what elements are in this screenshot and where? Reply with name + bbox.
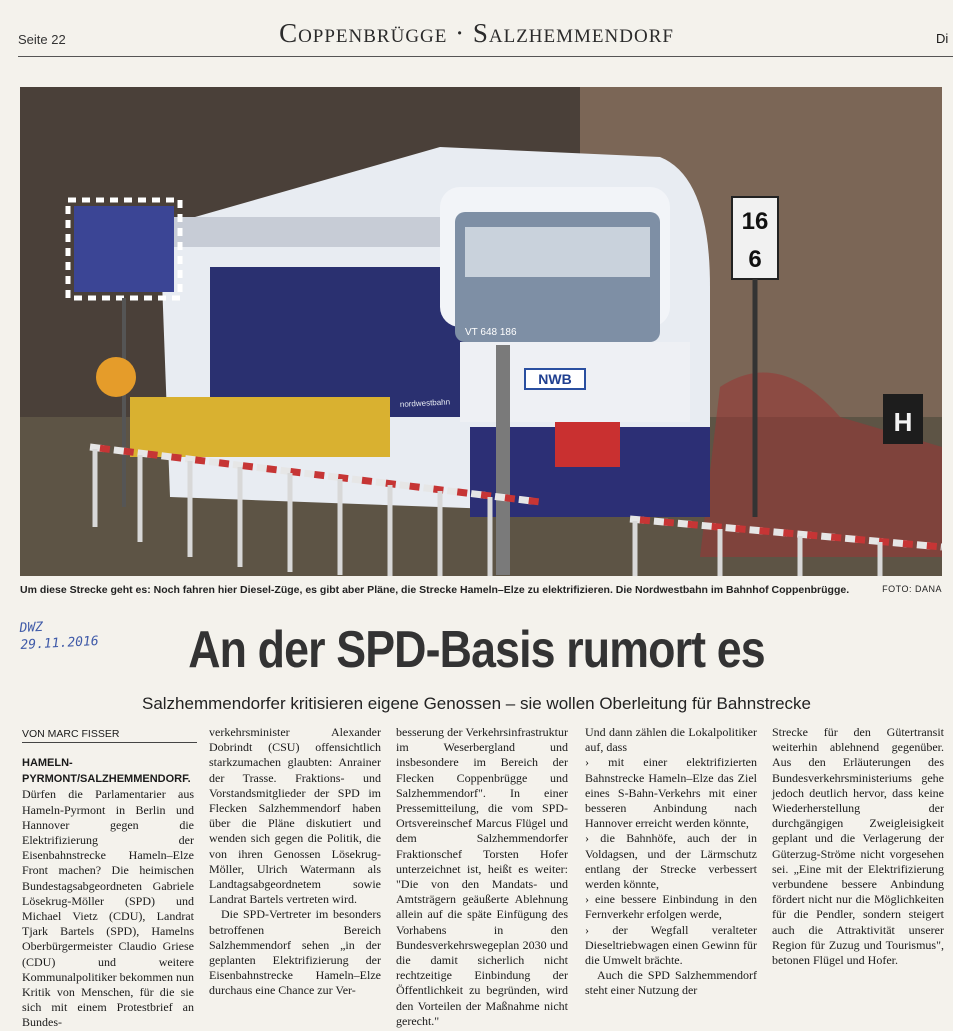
col4-bullet-4: der Wegfall veralteter Dieseltriebwagen einen Gewinn für die Umwelt brächte. <box>585 922 758 968</box>
article-column-1 <box>22 755 194 1031</box>
article-column-5 <box>772 725 944 968</box>
col1-text: Dürfen die Parlamentarier aus Hameln-Pyrmont in Berlin und Hannover gegen die Elektrifizierung der Eisenbahnstrecke Hameln–Elze Front machen? Die heimischen Bundestagsabgeordneten Gabriele Lösekrug-Möller (SPD) und Michael Vietz (CDU), Landrat Tjark Bartels (SPD), Hamelns Oberbürgermeister Claudio Griese (CDU) und weitere Kommunalpolitiker bekommen nun Kritik von Menschen, für die sie sich mit einem Protestbrief an Bundes- <box>22 787 194 1030</box>
photo-credit: FOTO: DANA <box>882 584 942 594</box>
train-photo <box>20 87 942 576</box>
col4-intro: Und dann zählen die Lokalpolitiker auf, dass <box>585 725 757 755</box>
article-column-4: Und dann zählen die Lokalpolitiker auf, dass › mit einer elektrifizierten Bahnstrecke Hameln–Elze das Ziel eines S-Bahn-Verkehrs mit einer besseren Anbindung nach Hannover erreicht werden könnte, › die Bahnhöfe, auch der in Voldagsen, und der Lärmschutz entlang der Strecke verbessert werden könnte, › eine bessere Einbindung in den Fernverkehr erfolgen werde, › der Wegfall veralteter Dieseltriebwagen einen Gewinn für die Umwelt brächte. Auch die SPD Salzhemmendorf steht einer Nutzung der <box>585 725 758 998</box>
cut-off-text: Di <box>936 31 949 46</box>
operator-plate: NWB <box>538 371 572 387</box>
train-number: VT 648 186 <box>465 327 517 338</box>
col4-bullet-3: eine bessere Einbindung in den Fernverkehr erfolgen werde, <box>585 892 757 922</box>
halt-sign: H <box>893 407 913 437</box>
col3-text: besserung der Verkehrsinfrastruktur im Weserbergland und insbesondere im Bereich der Flecken Coppenbrügge und Salzhemmendorf". In einer Pressemitteilung, die vom SPD-Ortsvereinschef Marcus Flügel und dem Salzhemmendorfer Fraktionschef Torsten Hofer unterzeichnet ist, heißt es weiter: "Die von den Mandats- und Amtsträgern geäußerte Ablehnung allein auf die späte Einfügung des Vorhabens in den Bundesverkehrswegeplan 2030 und die damit sicherlich nicht rechtzeitige Einbindung der Öffentlichkeit zu begründen, wird den Vorteilen der Maßnahme nicht gerecht." <box>396 725 568 1028</box>
headline: An der SPD-Basis rumort es <box>188 621 765 679</box>
col5-text: Strecke für den Gütertransit weiterhin ablehnend gegenüber. Aus den Erläuterungen des Bundesverkehrsministeriums gehe jedoch deutlich hervor, dass keine Wiederherstellung der durchgängigen Zweigleisigkeit geplant und die Verlagerung der Güterzug-Ströme nicht vorgesehen sei. „Eine mit der Elektrifizierung verbundene bessere Anbindung fördert nicht nur die Möglichkeiten für die Pendler, sondern steigert auch die Attraktivität unserer Region für Zuzug und Tourismus", betonen Flügel und Hofer. <box>772 725 944 968</box>
section-title: Coppenbrügge · Salzhemmendorf <box>279 18 674 48</box>
km-sign-top: 16 <box>741 208 769 235</box>
annotation-source: DWZ <box>19 619 44 637</box>
col4-bullet-1: mit einer elektrifizierten Bahnstrecke Hameln–Elze das Ziel eines S-Bahn-Verkehrs mit einer besseren Anbindung nach Hannover erreicht werden könnte, <box>585 755 758 831</box>
header-rule <box>18 56 953 57</box>
article-column-3 <box>396 725 568 1029</box>
annotation-date: 29.11.2016 <box>20 633 100 654</box>
col4-bullet-2: die Bahnhöfe, auch der in Voldagsen, und der Lärmschutz entlang der Strecke verbessert werden könnte, <box>585 831 758 892</box>
col4-closing: Auch die SPD Salzhemmendorf steht einer Nutzung der <box>585 968 757 998</box>
col2-paragraph-2: Die SPD-Vertreter im besonders betroffenen Bereich Salzhemmendorf sehen „in der geplanten Elektrifizierung der Eisenbahnstrecke Hameln–Elze durchaus eine Chance zur Ver- <box>209 907 381 998</box>
page-number: Seite 22 <box>18 32 66 47</box>
train-photo-drawing <box>20 87 942 576</box>
side-logo: nordwestbahn <box>399 397 451 409</box>
byline: VON MARC FISSER <box>22 728 197 743</box>
subheadline: Salzhemmendorfer kritisieren eigene Genossen – sie wollen Oberleitung für Bahnstrecke <box>141 694 812 713</box>
photo-caption <box>20 584 942 596</box>
caption-text: Um diese Strecke geht es: Noch fahren hier Diesel-Züge, es gibt aber Pläne, die Strecke Hameln–Elze zu elektrifizieren. Die Nordwestbahn im Bahnhof Coppenbrügge. <box>20 584 850 596</box>
km-sign-bottom: 6 <box>748 246 762 273</box>
article-column-2 <box>209 725 381 999</box>
dateline: HAMELN-PYRMONT/SALZHEMMENDORF. <box>22 757 191 786</box>
col2-paragraph-1: verkehrsminister Alexander Dobrindt (CSU) offensichtlich starkzumachen glaubten: Anrainer der Trasse. Fraktions- und Vorstandsmitglieder der SPD im Flecken Salzhemmendorf haben über die Pläne diskutiert und wenden sich gegen die Politik, die von ihren Genossen Lösekrug-Möller, Ulrich Watermann als Landtagsabgeordnetem sowie Landrat Bartels vertreten wird. <box>209 725 381 907</box>
